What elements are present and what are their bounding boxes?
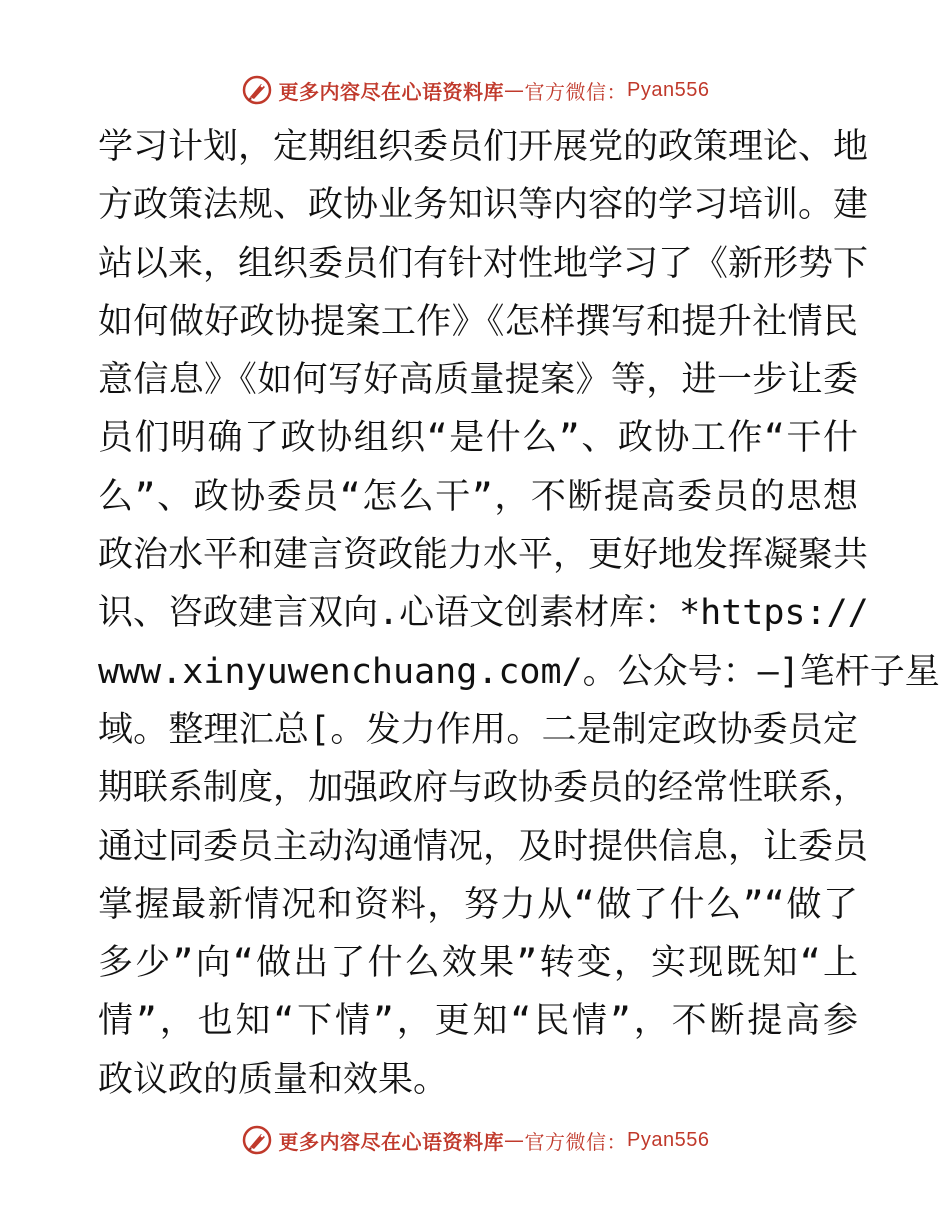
banner-brand: 更多内容尽在心语资料库 <box>278 79 505 104</box>
body-line: 站以来，组织委员们有针对性地学习了《新形势下 <box>98 243 869 284</box>
body-line: 识、咨政建言双向.心语文创素材库：*https:// <box>98 593 869 634</box>
body-line: 掌握最新情况和资料，努力从“做了什么”“做了 <box>98 884 858 925</box>
banner-dash: — <box>504 78 525 102</box>
document-body <box>98 118 940 1109</box>
body-line: www.xinyuwenchuang.com/。公众号：—]笔杆子星 <box>98 651 940 692</box>
pen-nib-logo-icon <box>241 74 273 106</box>
banner-brand: 更多内容尽在心语资料库 <box>278 1129 505 1154</box>
banner-account: Pyan556 <box>627 1128 710 1151</box>
banner-wechat-label: 官方微信： <box>524 79 628 104</box>
banner-account: Pyan556 <box>627 78 710 101</box>
body-line: 期联系制度，加强政府与政协委员的经常性联系， <box>98 768 869 809</box>
body-line: 政治水平和建言资政能力水平，更好地发挥凝聚共 <box>98 535 869 576</box>
header-banner <box>0 70 950 110</box>
body-line: 学习计划，定期组织委员们开展党的政策理论、地 <box>98 127 869 167</box>
banner-wechat-label: 官方微信： <box>524 1129 628 1154</box>
body-line: 情”，也知“下情”，更知“民情”，不断提高参 <box>98 1001 858 1042</box>
body-line: 方政策法规、政协业务知识等内容的学习培训。建 <box>98 185 869 226</box>
footer-banner <box>0 1120 950 1160</box>
body-line: 如何做好政协提案工作》《怎样撰写和提升社情民 <box>98 301 858 342</box>
body-line: 员们明确了政协组织“是什么”、政协工作“干什 <box>98 418 858 459</box>
body-line: 么”、政协委员“怎么干”，不断提高委员的思想 <box>98 476 858 517</box>
body-line: 通过同委员主动沟通情况，及时提供信息，让委员 <box>98 826 869 867</box>
body-line: 多少”向“做出了什么效果”转变，实现既知“上 <box>98 943 858 984</box>
body-line: 意信息》《如何写好高质量提案》等，进一步让委 <box>98 360 858 401</box>
pen-nib-logo-icon <box>241 1124 273 1156</box>
banner-dash: — <box>504 1128 525 1152</box>
body-line: 域。整理汇总[。发力作用。二是制定政协委员定 <box>98 709 858 750</box>
body-line: 政议政的质量和效果。 <box>98 1059 449 1100</box>
